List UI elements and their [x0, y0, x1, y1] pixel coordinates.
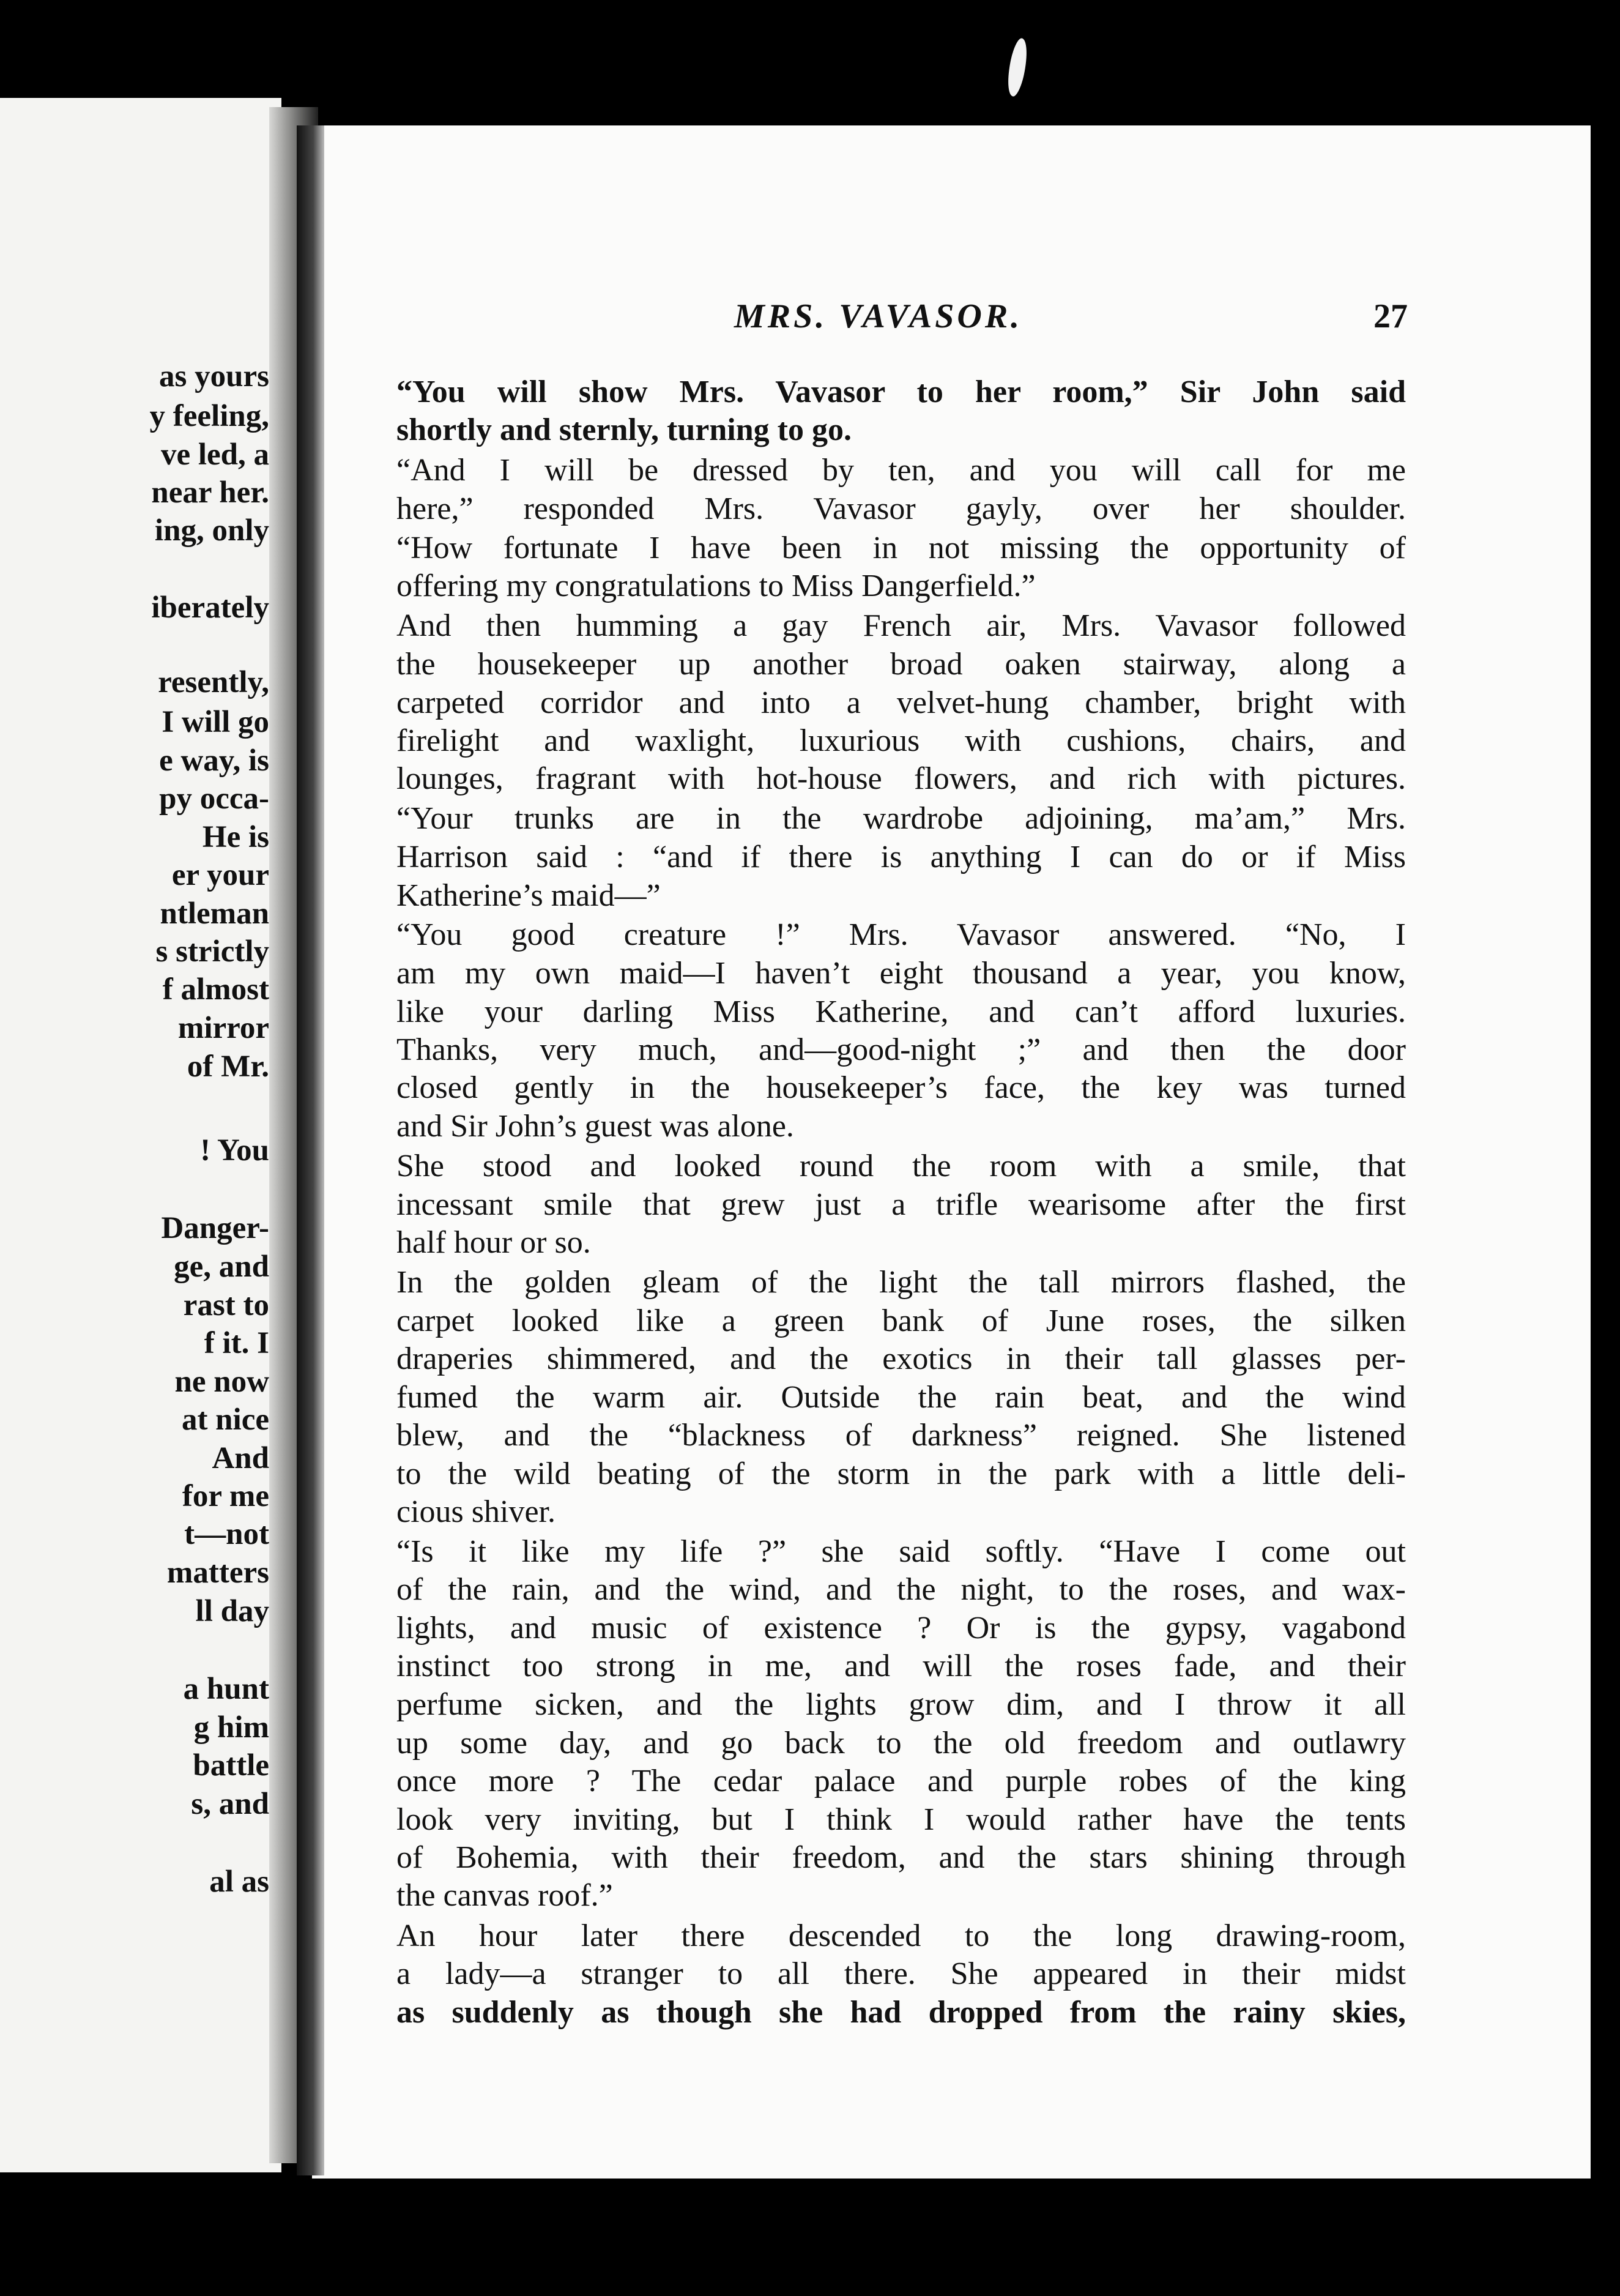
scan-artifact [1003, 37, 1031, 97]
text-line: carpeted corridor and into a velvet-hung chamber, bright with [396, 685, 1406, 720]
left-line: ! You [200, 1133, 269, 1168]
left-line: near her. [151, 475, 269, 510]
left-line: of Mr. [187, 1049, 269, 1084]
text-line: incessant smile that grew just a trifle wearisome after the first [396, 1187, 1406, 1222]
text-line: “Is it like my life ?” she said softly. “Have I come out [396, 1534, 1406, 1569]
text-line: to the wild beating of the storm in the park with a little deli- [396, 1456, 1406, 1491]
text-line: closed gently in the housekeeper’s face, the key was turned [396, 1070, 1406, 1105]
text-line: the canvas roof.” [396, 1878, 613, 1913]
text-line: cious shiver. [396, 1494, 555, 1529]
text-line: firelight and waxlight, luxurious with cushions, chairs, and [396, 723, 1406, 758]
text-line: lounges, fragrant with hot-house flowers, and rich with pictures. [396, 761, 1406, 796]
left-line: ne now [174, 1365, 269, 1399]
left-line: py occa- [159, 781, 269, 816]
left-line: s strictly [155, 934, 269, 969]
text-line: and Sir John’s guest was alone. [396, 1109, 794, 1144]
left-line: And [212, 1441, 269, 1475]
text-line: here,” responded Mrs. Vavasor gayly, over her shoulder. [396, 491, 1406, 526]
text-line: offering my congratulations to Miss Dangerfield.” [396, 568, 1036, 603]
left-line: He is [202, 820, 269, 854]
text-line: fumed the warm air. Outside the rain beat, and the wind [396, 1380, 1406, 1415]
left-line: at nice [181, 1403, 269, 1437]
left-line: er your [171, 858, 269, 892]
left-line: I will go [162, 705, 269, 739]
left-line: for me [182, 1479, 269, 1513]
text-line: “How fortunate I have been in not missing the opportunity of [396, 531, 1406, 565]
text-line: In the golden gleam of the light the tall mirrors flashed, the [396, 1265, 1406, 1300]
text-line: a lady—a stranger to all there. She appeared in their midst [396, 1956, 1406, 1991]
text-line: once more ? The cedar palace and purple robes of the king [396, 1764, 1406, 1798]
left-line: ntleman [160, 896, 269, 931]
page-number: 27 [1373, 297, 1408, 335]
left-line: battle [193, 1748, 269, 1783]
text-line: draperies shimmered, and the exotics in their tall glasses per- [396, 1341, 1406, 1376]
text-line: “You will show Mrs. Vavasor to her room,” Sir John said [396, 375, 1406, 409]
left-line: iberately [151, 591, 269, 625]
text-line: look very inviting, but I think I would rather have the tents [396, 1802, 1406, 1837]
left-line: ve led, a [160, 438, 269, 472]
text-line: up some day, and go back to the old freedom and outlawry [396, 1726, 1406, 1761]
text-line: She stood and looked round the room with a smile, that [396, 1149, 1406, 1183]
text-line: the housekeeper up another broad oaken stairway, along a [396, 647, 1406, 682]
running-head: MRS. VAVASOR. [734, 297, 1023, 335]
text-line: of the rain, and the wind, and the night, to the roses, and wax- [396, 1572, 1406, 1607]
left-line: matters [166, 1556, 269, 1590]
text-line: half hour or so. [396, 1225, 591, 1260]
left-line: resently, [158, 665, 269, 699]
left-line: Danger- [161, 1211, 269, 1245]
text-line: “You good creature !” Mrs. Vavasor answered. “No, I [396, 917, 1406, 952]
text-line: Harrison said : “and if there is anything I can do or if Miss [396, 840, 1406, 874]
text-line: of Bohemia, with their freedom, and the stars shining through [396, 1840, 1406, 1875]
text-line: instinct too strong in me, and will the roses fade, and their [396, 1649, 1406, 1683]
left-line: ge, and [174, 1250, 269, 1284]
text-line: “Your trunks are in the wardrobe adjoining, ma’am,” Mrs. [396, 801, 1406, 836]
text-line: An hour later there descended to the long drawing-room, [396, 1918, 1406, 1953]
left-line: f almost [162, 972, 269, 1007]
text-line: carpet looked like a green bank of June roses, the silken [396, 1303, 1406, 1338]
left-line: ing, only [154, 513, 269, 548]
left-line: rast to [183, 1288, 269, 1322]
text-line: “And I will be dressed by ten, and you will call for me [396, 453, 1406, 488]
text-line: like your darling Miss Katherine, and can’t afford luxuries. [396, 994, 1406, 1029]
text-line: perfume sicken, and the lights grow dim, and I throw it all [396, 1687, 1406, 1722]
left-line: a hunt [183, 1672, 269, 1706]
left-line: f it. I [204, 1326, 269, 1360]
text-line: am my own maid—I haven’t eight thousand a year, you know, [396, 956, 1406, 991]
left-line: e way, is [159, 744, 269, 778]
text-line: And then humming a gay French air, Mrs. Vavasor followed [396, 608, 1406, 643]
text-line: shortly and sternly, turning to go. [396, 412, 852, 447]
text-line: blew, and the “blackness of darkness” reigned. She listened [396, 1418, 1406, 1453]
text-line: lights, and music of existence ? Or is the gypsy, vagabond [396, 1611, 1406, 1646]
text-line: Thanks, very much, and—good-night ;” and then the door [396, 1032, 1406, 1067]
left-line: as yours [159, 359, 269, 393]
text-line: Katherine’s maid—” [396, 878, 661, 913]
left-line: g him [193, 1710, 269, 1745]
text-line: as suddenly as though she had dropped from the rainy skies, [396, 1995, 1406, 2030]
left-line: t—not [184, 1517, 269, 1551]
left-page [0, 98, 281, 2172]
left-line: s, and [191, 1787, 269, 1821]
spine-shadow [297, 125, 324, 2175]
left-line: y feeling, [149, 399, 269, 433]
left-line: al as [209, 1865, 269, 1899]
left-line: ll day [195, 1594, 269, 1628]
left-line: mirror [177, 1011, 269, 1045]
